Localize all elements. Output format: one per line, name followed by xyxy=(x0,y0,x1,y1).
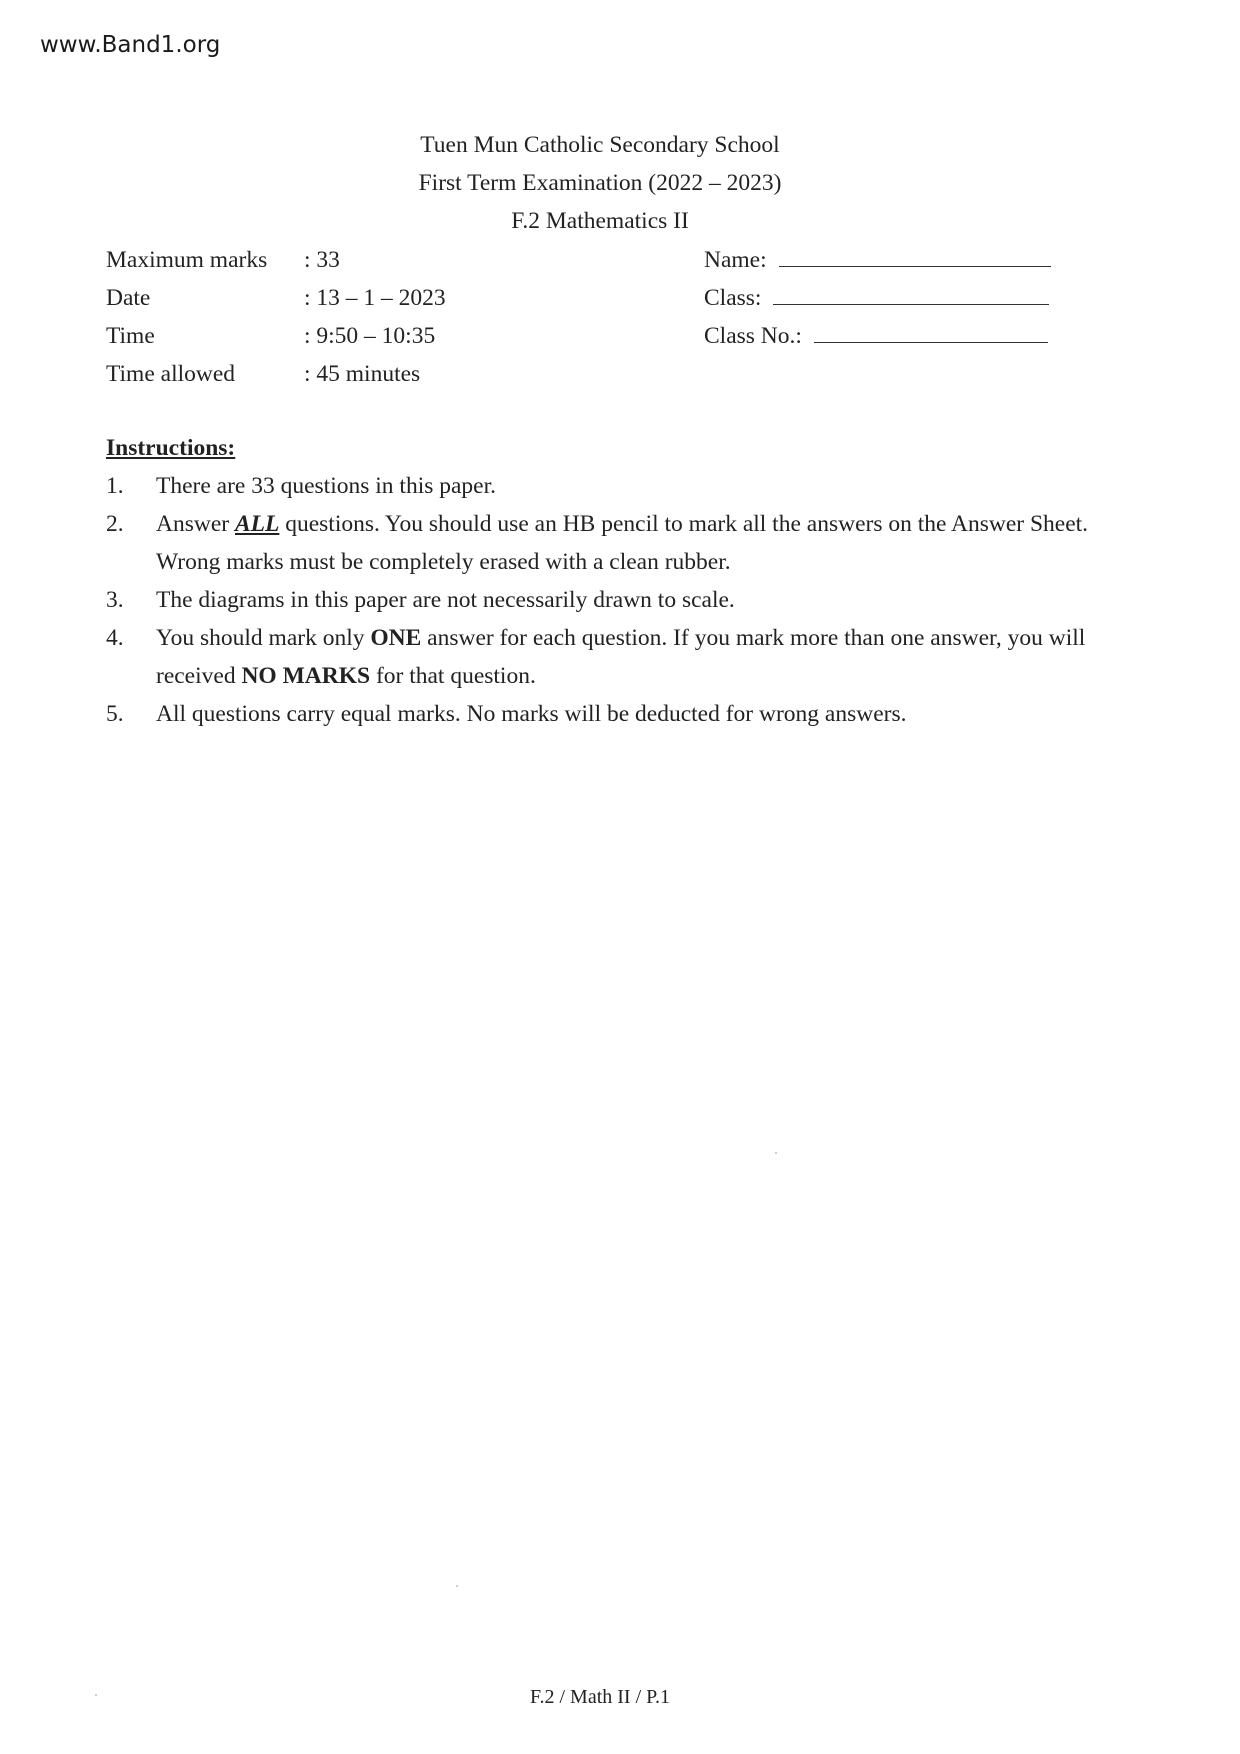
instruction-item xyxy=(106,695,1106,733)
instruction-item xyxy=(106,505,1106,581)
class-no-blank[interactable] xyxy=(814,318,1048,343)
instruction-number: 2. xyxy=(106,511,124,537)
class-field-row xyxy=(704,279,1051,317)
instruction-number: 5. xyxy=(106,701,124,727)
name-blank[interactable] xyxy=(779,242,1051,267)
exam-header xyxy=(0,126,1200,240)
student-fields xyxy=(704,241,1051,355)
info-label: Maximum marks xyxy=(106,247,268,273)
instruction-item xyxy=(106,467,1106,505)
class-no-label: Class No.: xyxy=(704,323,802,349)
instruction-text: All questions carry equal marks. No marks will be deducted for wrong answers. xyxy=(156,701,907,727)
name-label: Name: xyxy=(704,247,767,273)
exam-info xyxy=(106,241,446,393)
scan-speck xyxy=(775,1152,777,1154)
instruction-item xyxy=(106,619,1106,695)
class-label: Class: xyxy=(704,285,762,311)
instruction-bold: ONE xyxy=(370,625,422,651)
instruction-text: The diagrams in this paper are not necessarily drawn to scale. xyxy=(156,587,735,613)
info-value: : 33 xyxy=(304,247,340,273)
scan-speck xyxy=(95,1694,97,1696)
info-label: Time xyxy=(106,323,155,349)
info-label: Time allowed xyxy=(106,361,236,387)
instruction-text-part: You should mark only xyxy=(156,625,371,651)
instruction-text-part: answer for each question. If you mark more than one answer, you will received xyxy=(156,625,1086,689)
name-field-row xyxy=(704,241,1051,279)
page-footer: F.2 / Math II / P.1 xyxy=(529,1686,671,1708)
instruction-item xyxy=(106,581,1106,619)
instruction-text-part: for that question. xyxy=(370,663,536,689)
info-row-time-allowed xyxy=(106,355,446,393)
instruction-number: 3. xyxy=(106,587,124,613)
instruction-text-part: Answer xyxy=(156,511,235,537)
instructions-section xyxy=(106,429,1106,733)
info-value: : 9:50 – 10:35 xyxy=(304,323,436,349)
info-row-max-marks xyxy=(106,241,446,279)
info-value: : 13 – 1 – 2023 xyxy=(304,285,446,311)
class-no-field-row xyxy=(704,317,1051,355)
info-value: : 45 minutes xyxy=(304,361,421,387)
subject-title: F.2 Mathematics II xyxy=(511,208,689,234)
instruction-number: 1. xyxy=(106,473,124,499)
instructions-title: Instructions: xyxy=(106,435,236,461)
exam-title: First Term Examination (2022 – 2023) xyxy=(418,170,782,196)
instruction-text-part: questions. You should use an HB pencil to mark all the answers on the Answer Sheet. Wrong marks must be completely erased with a clean rubber. xyxy=(156,511,1089,575)
watermark-text: www.Band1.org xyxy=(40,32,221,58)
class-blank[interactable] xyxy=(773,280,1049,305)
scan-speck xyxy=(456,1585,458,1587)
instruction-bold: NO MARKS xyxy=(241,663,371,689)
instruction-text: There are 33 questions in this paper. xyxy=(156,473,497,499)
info-label: Date xyxy=(106,285,151,311)
instruction-emphasis: ALL xyxy=(234,511,280,537)
school-name: Tuen Mun Catholic Secondary School xyxy=(420,132,780,158)
info-row-date xyxy=(106,279,446,317)
instruction-text xyxy=(156,505,1106,581)
instruction-text xyxy=(156,619,1106,695)
info-row-time xyxy=(106,317,446,355)
instruction-number: 4. xyxy=(106,625,124,651)
